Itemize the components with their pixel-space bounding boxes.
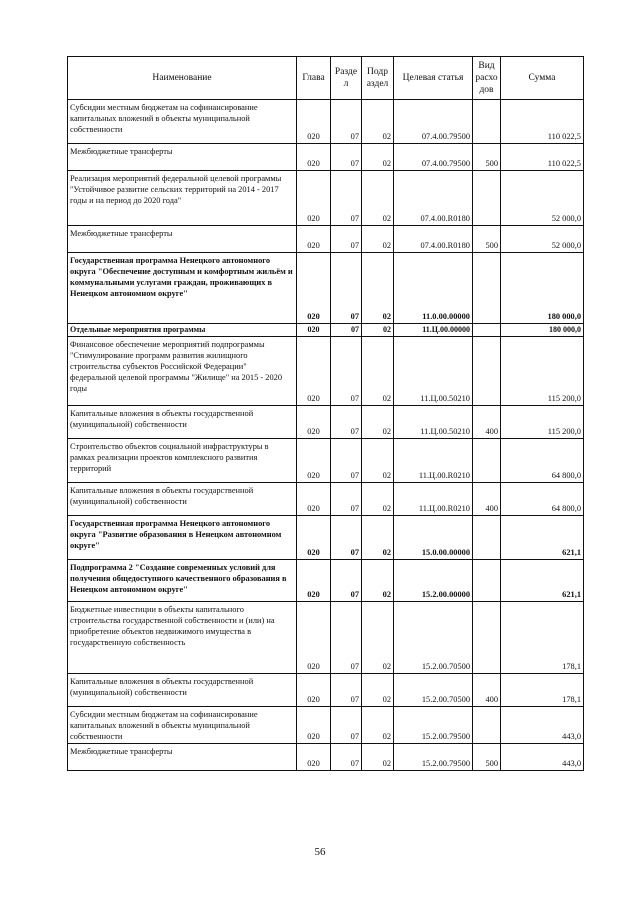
cell-summa: 115 200,0 xyxy=(501,337,584,406)
cell-summa: 52 000,0 xyxy=(501,226,584,253)
cell-vid: 500 xyxy=(473,226,501,253)
cell-name: Капитальные вложения в объекты государственной (муниципальной) собственности xyxy=(68,483,297,516)
cell-podrazdel: 02 xyxy=(362,483,394,516)
cell-podrazdel: 02 xyxy=(362,516,394,560)
cell-name: Государственная программа Ненецкого автономного округа "Развитие образования в Ненецком автономном округе" xyxy=(68,516,297,560)
cell-podrazdel: 02 xyxy=(362,100,394,144)
cell-razdel: 07 xyxy=(331,144,362,171)
cell-vid xyxy=(473,324,501,337)
cell-glava: 020 xyxy=(297,439,331,483)
cell-glava: 020 xyxy=(297,707,331,744)
cell-glava: 020 xyxy=(297,602,331,674)
cell-name: Субсидии местным бюджетам на софинансирование капитальных вложений в объекты муниципальной собственности xyxy=(68,100,297,144)
cell-podrazdel: 02 xyxy=(362,674,394,707)
cell-glava: 020 xyxy=(297,144,331,171)
cell-name: Межбюджетные трансферты xyxy=(68,226,297,253)
cell-razdel: 07 xyxy=(331,744,362,771)
cell-name: Строительство объектов социальной инфраструктуры в рамках реализации проектов комплексного развития территорий xyxy=(68,439,297,483)
cell-podrazdel: 02 xyxy=(362,602,394,674)
cell-podrazdel: 02 xyxy=(362,439,394,483)
cell-vid: 400 xyxy=(473,483,501,516)
cell-summa: 115 200,0 xyxy=(501,406,584,439)
cell-name: Бюджетные инвестиции в объекты капитального строительства государственной собственности и (или) на приобретение объектов недвижимого имущества в государственную собственность xyxy=(68,602,297,674)
table-header-row xyxy=(68,57,584,100)
cell-glava: 020 xyxy=(297,100,331,144)
cell-glava: 020 xyxy=(297,226,331,253)
cell-razdel: 07 xyxy=(331,602,362,674)
cell-podrazdel: 02 xyxy=(362,144,394,171)
table-row xyxy=(68,144,584,171)
cell-glava: 020 xyxy=(297,560,331,602)
cell-name: Капитальные вложения в объекты государственной (муниципальной) собственности xyxy=(68,674,297,707)
cell-name: Межбюджетные трансферты xyxy=(68,144,297,171)
cell-statya: 11.Ц.00.R0210 xyxy=(394,483,473,516)
cell-vid xyxy=(473,516,501,560)
cell-razdel: 07 xyxy=(331,337,362,406)
table-row xyxy=(68,406,584,439)
cell-glava: 020 xyxy=(297,337,331,406)
cell-razdel: 07 xyxy=(331,226,362,253)
cell-podrazdel: 02 xyxy=(362,337,394,406)
cell-summa: 178,1 xyxy=(501,602,584,674)
cell-razdel: 07 xyxy=(331,324,362,337)
header-summa: Сумма xyxy=(501,57,584,100)
cell-statya: 07.4.00.R0180 xyxy=(394,226,473,253)
cell-glava: 020 xyxy=(297,324,331,337)
cell-summa: 178,1 xyxy=(501,674,584,707)
header-vid: Вид расхо дов xyxy=(473,57,501,100)
cell-statya: 15.2.00.79500 xyxy=(394,707,473,744)
cell-vid: 400 xyxy=(473,674,501,707)
cell-podrazdel: 02 xyxy=(362,707,394,744)
cell-podrazdel: 02 xyxy=(362,560,394,602)
table-row xyxy=(68,439,584,483)
cell-summa: 52 000,0 xyxy=(501,171,584,226)
cell-glava: 020 xyxy=(297,744,331,771)
cell-razdel: 07 xyxy=(331,171,362,226)
cell-statya: 11.Ц.00.50210 xyxy=(394,406,473,439)
cell-glava: 020 xyxy=(297,171,331,226)
cell-name: Субсидии местным бюджетам на софинансирование капитальных вложений в объекты муниципальной собственности xyxy=(68,707,297,744)
cell-podrazdel: 02 xyxy=(362,253,394,324)
header-statya: Целевая статья xyxy=(394,57,473,100)
table-row xyxy=(68,324,584,337)
cell-podrazdel: 02 xyxy=(362,324,394,337)
header-podrazdel: Подр аздел xyxy=(362,57,394,100)
cell-razdel: 07 xyxy=(331,483,362,516)
cell-razdel: 07 xyxy=(331,406,362,439)
cell-vid xyxy=(473,171,501,226)
cell-summa: 110 022,5 xyxy=(501,100,584,144)
cell-vid xyxy=(473,439,501,483)
cell-summa: 621,1 xyxy=(501,560,584,602)
cell-statya: 11.Ц.00.R0210 xyxy=(394,439,473,483)
cell-statya: 15.0.00.00000 xyxy=(394,516,473,560)
cell-vid xyxy=(473,560,501,602)
cell-name: Межбюджетные трансферты xyxy=(68,744,297,771)
table-row xyxy=(68,674,584,707)
cell-podrazdel: 02 xyxy=(362,406,394,439)
cell-statya: 07.4.00.79500 xyxy=(394,144,473,171)
cell-vid: 400 xyxy=(473,406,501,439)
cell-summa: 110 022,5 xyxy=(501,144,584,171)
cell-statya: 07.4.00.79500 xyxy=(394,100,473,144)
cell-name: Отдельные мероприятия программы xyxy=(68,324,297,337)
cell-podrazdel: 02 xyxy=(362,226,394,253)
cell-summa: 64 800,0 xyxy=(501,439,584,483)
table-row xyxy=(68,560,584,602)
cell-razdel: 07 xyxy=(331,674,362,707)
cell-vid: 500 xyxy=(473,744,501,771)
table-row xyxy=(68,100,584,144)
header-glava: Глава xyxy=(297,57,331,100)
table-row xyxy=(68,516,584,560)
cell-summa: 443,0 xyxy=(501,707,584,744)
cell-name: Капитальные вложения в объекты государственной (муниципальной) собственности xyxy=(68,406,297,439)
cell-statya: 15.2.00.70500 xyxy=(394,602,473,674)
cell-razdel: 07 xyxy=(331,560,362,602)
cell-podrazdel: 02 xyxy=(362,171,394,226)
cell-name: Финансовое обеспечение мероприятий подпрограммы "Стимулирование программ развития жилищного строительства субъектов Российской Федерации" федеральной целевой программы "Жилище" на 2015 - 2020 годы xyxy=(68,337,297,406)
cell-podrazdel: 02 xyxy=(362,744,394,771)
budget-table-container xyxy=(67,56,583,771)
table-row xyxy=(68,253,584,324)
cell-summa: 180 000,0 xyxy=(501,253,584,324)
cell-statya: 11.Ц.00.00000 xyxy=(394,324,473,337)
cell-summa: 64 800,0 xyxy=(501,483,584,516)
cell-glava: 020 xyxy=(297,674,331,707)
cell-glava: 020 xyxy=(297,253,331,324)
budget-table xyxy=(67,56,584,771)
cell-summa: 443,0 xyxy=(501,744,584,771)
cell-name: Реализация мероприятий федеральной целевой программы "Устойчивое развитие сельских территорий на 2014 - 2017 годы и на период до 2020 года" xyxy=(68,171,297,226)
cell-summa: 180 000,0 xyxy=(501,324,584,337)
cell-statya: 11.Ц.00.50210 xyxy=(394,337,473,406)
cell-statya: 15.2.00.79500 xyxy=(394,744,473,771)
table-row xyxy=(68,483,584,516)
table-row xyxy=(68,744,584,771)
cell-glava: 020 xyxy=(297,406,331,439)
cell-razdel: 07 xyxy=(331,707,362,744)
cell-glava: 020 xyxy=(297,483,331,516)
cell-vid xyxy=(473,602,501,674)
table-row xyxy=(68,171,584,226)
cell-name: Государственная программа Ненецкого автономного округа "Обеспечение доступным и комфортным жильём и коммунальными услугами граждан, проживающих в Ненецком автономном округе" xyxy=(68,253,297,324)
header-razdel: Разде л xyxy=(331,57,362,100)
table-row xyxy=(68,226,584,253)
cell-glava: 020 xyxy=(297,516,331,560)
cell-statya: 11.0.00.00000 xyxy=(394,253,473,324)
cell-statya: 15.2.00.70500 xyxy=(394,674,473,707)
page-number: 56 xyxy=(314,846,326,858)
cell-vid xyxy=(473,337,501,406)
cell-razdel: 07 xyxy=(331,253,362,324)
cell-statya: 15.2.00.00000 xyxy=(394,560,473,602)
table-row xyxy=(68,337,584,406)
cell-name: Подпрограмма 2 "Создание современных условий для получения общедоступного качественного образования в Ненецком автономном округе" xyxy=(68,560,297,602)
cell-razdel: 07 xyxy=(331,439,362,483)
cell-summa: 621,1 xyxy=(501,516,584,560)
table-row xyxy=(68,602,584,674)
cell-vid: 500 xyxy=(473,144,501,171)
cell-razdel: 07 xyxy=(331,100,362,144)
cell-statya: 07.4.00.R0180 xyxy=(394,171,473,226)
cell-vid xyxy=(473,253,501,324)
cell-vid xyxy=(473,707,501,744)
cell-razdel: 07 xyxy=(331,516,362,560)
table-row xyxy=(68,707,584,744)
header-name: Наименование xyxy=(68,57,297,100)
cell-vid xyxy=(473,100,501,144)
